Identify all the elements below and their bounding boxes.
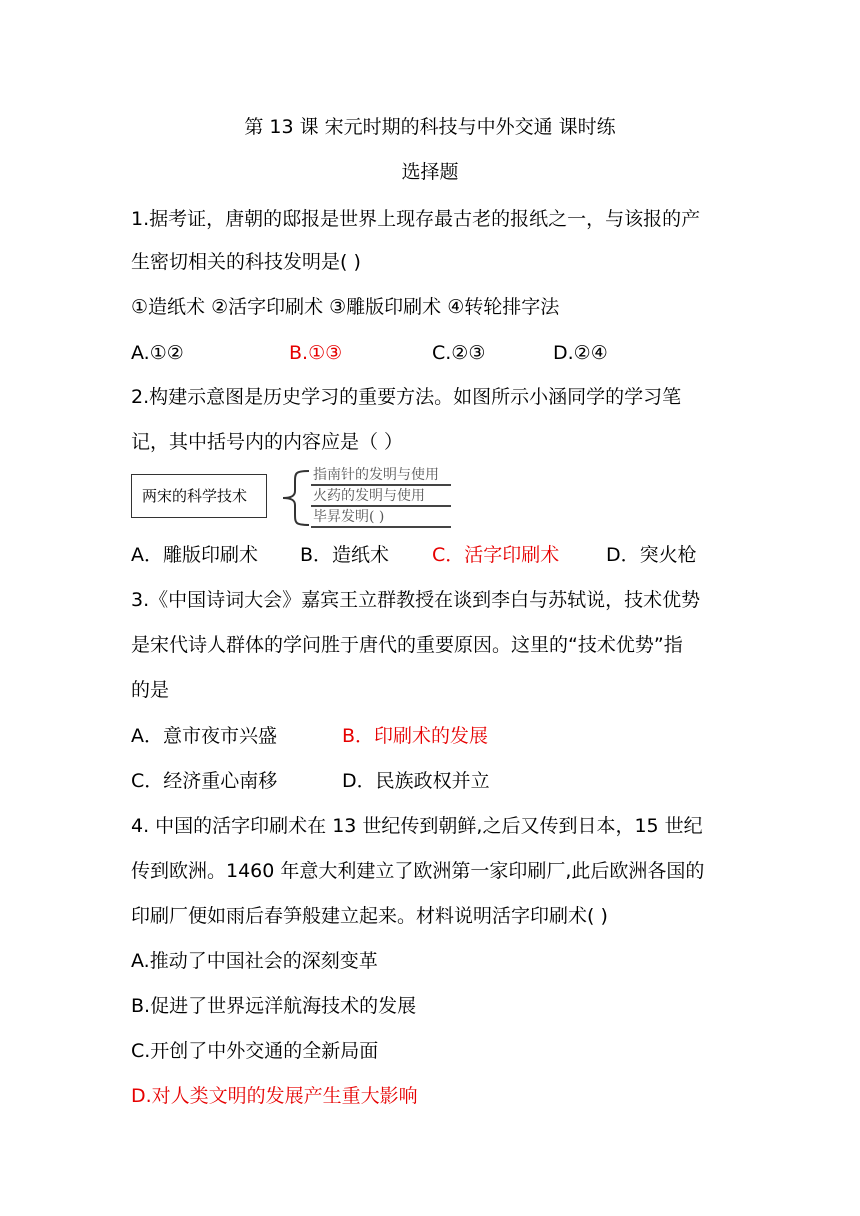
q3-stem-line-2: 是宋代诗人群体的学问胜于唐代的重要原因。这里的“技术优势”指	[131, 634, 683, 656]
q1-items: ①造纸术 ②活字印刷术 ③雕版印刷术 ④转轮排字法	[131, 296, 560, 318]
q1-option-a: A.①②	[131, 342, 184, 364]
diagram-branch-gunpowder: 火药的发明与使用	[313, 488, 425, 504]
q3-option-c: C．经济重心南移	[131, 770, 278, 792]
q3-option-d: D．民族政权并立	[342, 770, 490, 792]
q4-stem-line-3: 印刷厂便如雨后春笋般建立起来。材料说明活字印刷术( )	[131, 905, 608, 927]
section-heading: 选择题	[401, 161, 459, 183]
q1-stem-line-2: 生密切相关的科技发明是( )	[131, 251, 361, 273]
diagram-branch-rule	[311, 505, 451, 507]
q2-option-d: D．突火枪	[606, 544, 697, 566]
q4-stem-line-2: 传到欧洲。1460 年意大利建立了欧洲第一家印刷厂,此后欧洲各国的	[131, 860, 705, 882]
diagram-root-box: 两宋的科学技术	[131, 474, 267, 518]
brace-icon	[271, 467, 311, 529]
q4-option-d-answer: D.对人类文明的发展产生重大影响	[131, 1085, 418, 1107]
q4-option-a: A.推动了中国社会的深刻变革	[131, 950, 378, 972]
diagram-branch-rule	[311, 526, 451, 528]
q3-stem-line-1: 3.《中国诗词大会》嘉宾王立群教授在谈到李白与苏轼说，技术优势	[131, 589, 701, 611]
q1-option-d: D.②④	[553, 342, 608, 364]
q1-option-b-answer: B.①③	[289, 342, 343, 364]
q4-option-c: C.开创了中外交通的全新局面	[131, 1040, 379, 1062]
q3-option-a: A．意市夜市兴盛	[131, 725, 277, 747]
page-title: 第 13 课 宋元时期的科技与中外交通 课时练	[244, 116, 616, 138]
q2-stem-line-2: 记，其中括号内的内容应是（ ）	[131, 431, 404, 453]
diagram-branch-bisheng: 毕昇发明( )	[313, 509, 385, 525]
q2-stem-line-1: 2.构建示意图是历史学习的重要方法。如图所示小涵同学的学习笔	[131, 386, 682, 408]
q1-option-c: C.②③	[432, 342, 486, 364]
q4-stem-line-1: 4. 中国的活字印刷术在 13 世纪传到朝鲜,之后又传到日本，15 世纪	[131, 815, 703, 837]
q2-option-c-answer: C．活字印刷术	[432, 544, 560, 566]
q2-option-b: B．造纸术	[300, 544, 390, 566]
q2-option-a: A．雕版印刷术	[131, 544, 258, 566]
q4-option-b: B.促进了世界远洋航海技术的发展	[131, 995, 417, 1017]
diagram-branch-compass: 指南针的发明与使用	[313, 467, 439, 483]
diagram-branch-rule	[311, 484, 451, 486]
q3-option-b-answer: B．印刷术的发展	[342, 725, 489, 747]
q3-stem-line-3: 的是	[131, 679, 170, 701]
q1-stem-line-1: 1.据考证，唐朝的邸报是世界上现存最古老的报纸之一，与该报的产	[131, 208, 701, 230]
study-notes-diagram	[131, 467, 461, 529]
